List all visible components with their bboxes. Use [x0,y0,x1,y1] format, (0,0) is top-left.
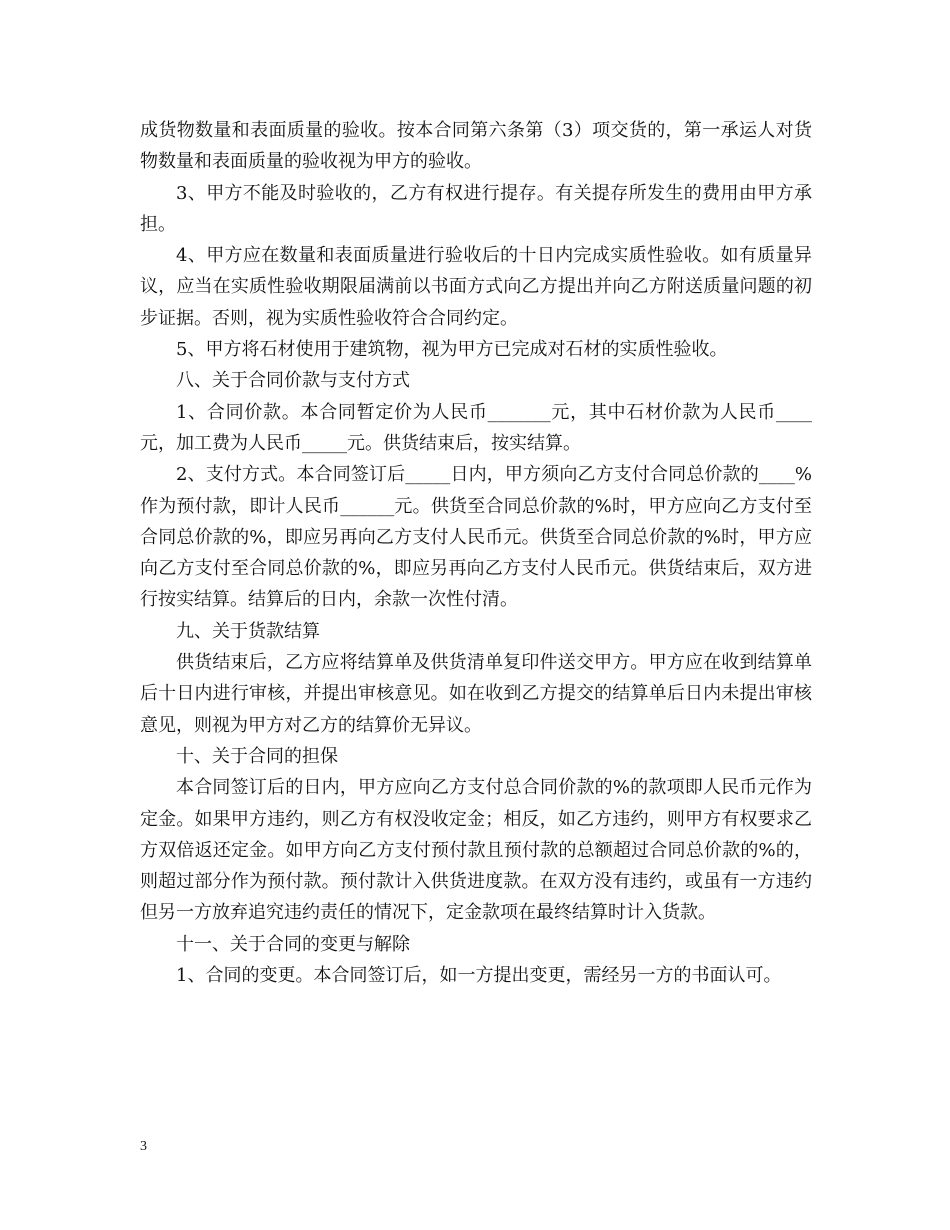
paragraph-payment-method: 2、支付方式。本合同签订后_____日内，甲方须向乙方支付合同总价款的____%作为预付款，即计人民币______元。供货至合同总价款的%时，甲方应向乙方支付至合同总价款的%，即应另再向乙方支付人民币元。供货至合同总价款的%时，甲方应向乙方支付至合同总价款的%，即应另再向乙方支付人民币元。供货结束后，双方进行按实结算。结算后的日内，余款一次性付清。 [140,464,812,611]
paragraph-acceptance-cont: 成货物数量和表面质量的验收。按本合同第六条第（3）项交货的，第一承运人对货物数量和表面质量的验收视为甲方的验收。 [140,120,812,173]
paragraph-item-5-building-use: 5、甲方将石材使用于建筑物，视为甲方已完成对石材的实质性验收。 [176,339,728,361]
paragraph-item-3-storage: 3、甲方不能及时验收的，乙方有权进行提存。有关提存所发生的费用由甲方承担。 [140,182,812,235]
paragraph-deposit: 本合同签订后的日内，甲方应向乙方支付总合同价款的%的款项即人民币元作为定金。如果甲方违约，则乙方有权没收定金；相反，如乙方违约，则甲方有权要求乙方双倍返还定金。如甲方向乙方支付预付款且预付款的总额超过合同总价款的%的，则超过部分作为预付款。预付款计入供货进度款。在双方没有违约，或虽有一方违约但另一方放弃追究违约责任的情况下，定金款项在最终结算时计入货款。 [140,777,812,924]
document-body [140,115,812,991]
page-number: 3 [140,1139,147,1154]
section-heading-10-guarantee: 十、关于合同的担保 [176,745,338,767]
paragraph-contract-price: 1、合同价款。本合同暂定价为人民币_______元，其中石材价款为人民币____元，加工费为人民币_____元。供货结束后，按实结算。 [140,401,812,454]
paragraph-settlement: 供货结束后，乙方应将结算单及供货清单复印件送交甲方。甲方应在收到结算单后十日内进行审核，并提出审核意见。如在收到乙方提交的结算单后日内未提出审核意见，则视为甲方对乙方的结算价无异议。 [140,652,812,736]
section-heading-8-price-payment: 八、关于合同价款与支付方式 [176,370,410,392]
section-heading-9-settlement: 九、关于货款结算 [176,620,320,642]
paragraph-contract-change: 1、合同的变更。本合同签订后，如一方提出变更，需经另一方的书面认可。 [176,965,782,987]
section-heading-11-change-termination: 十一、关于合同的变更与解除 [176,933,410,955]
paragraph-item-4-substantive-acceptance: 4、甲方应在数量和表面质量进行验收后的十日内完成实质性验收。如有质量异议，应当在实质性验收期限届满前以书面方式向乙方提出并向乙方附送质量问题的初步证据。否则，视为实质性验收符合合同约定。 [140,245,812,329]
